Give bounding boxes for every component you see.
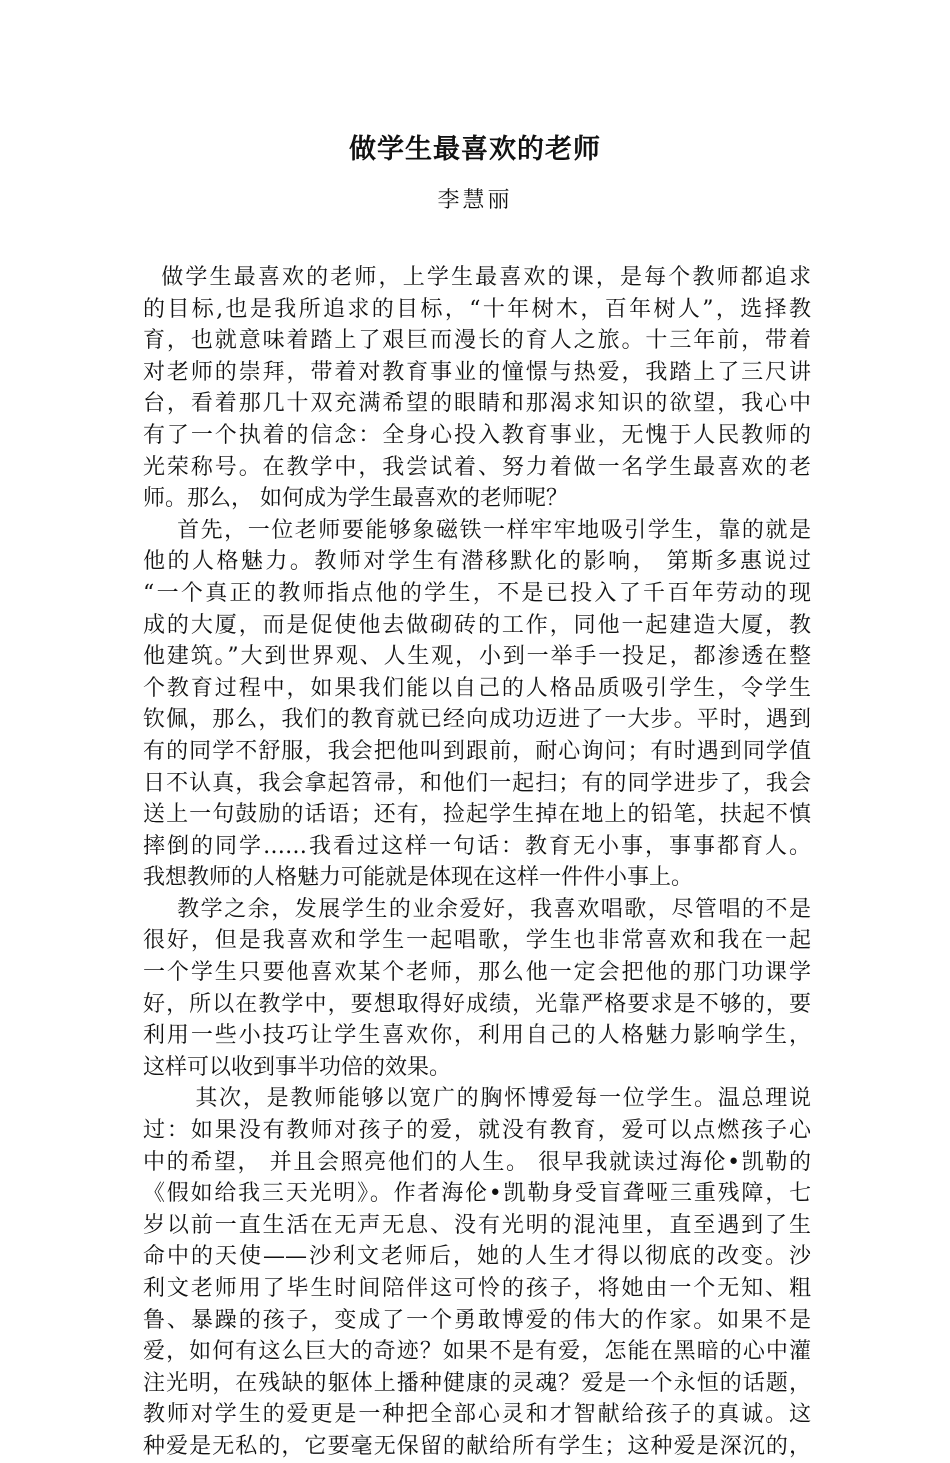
document-author: 李慧丽 (437, 188, 513, 213)
body-line: 摔倒的同学……我看过这样一句话：教育无小事，事事都育人。 (143, 833, 811, 859)
body-line: 爱，如何有这么巨大的奇迹？如果不是有爱，怎能在黑暗的心中灌 (143, 1339, 811, 1365)
body-line: 岁以前一直生活在无声无息、没有光明的混沌里，直至遇到了生 (143, 1212, 811, 1238)
body-line: 种爱是无私的，它要毫无保留的献给所有学生；这种爱是深沉的， (143, 1433, 811, 1459)
body-line: 日不认真，我会拿起笤帚，和他们一起扫；有的同学进步了，我会 (143, 770, 811, 796)
body-line: 的目标,也是我所追求的目标，“十年树木，百年树人”，选择教 (143, 296, 811, 322)
body-line: 我想教师的人格魅力可能就是体现在这样一件件小事上。 (143, 865, 694, 891)
body-line: 做学生最喜欢的老师，上学生最喜欢的课，是每个教师都追求 (143, 265, 811, 290)
body-line: “一个真正的教师指点他的学生，不是已投入了千百年劳动的现 (143, 580, 811, 606)
document-body (143, 262, 811, 1463)
body-line: 钦佩，那么，我们的教育就已经向成功迈进了一大步。平时，遇到 (143, 707, 811, 733)
body-line: 台，看着那几十双充满希望的眼睛和那渴求知识的欲望，我心中 (143, 391, 811, 417)
body-line: 成的大厦，而是促使他去做砌砖的工作，同他一起建造大厦，教 (143, 612, 811, 638)
body-line: 他的人格魅力。教师对学生有潜移默化的影响， 第斯多惠说过 (143, 549, 811, 575)
body-line: 对老师的崇拜，带着对教育事业的憧憬与热爱，我踏上了三尺讲 (143, 359, 811, 385)
body-line: 教师对学生的爱更是一种把全部心灵和才智献给孩子的真诚。这 (143, 1402, 811, 1428)
body-line: 过：如果没有教师对孩子的爱，就没有教育，爱可以点燃孩子心 (143, 1118, 811, 1144)
body-line: 一个学生只要他喜欢某个老师，那么他一定会把他的那门功课学 (143, 960, 811, 986)
body-line: 中的希望， 并且会照亮他们的人生。 很早我就读过海伦•凯勒的 (143, 1149, 811, 1175)
body-line: 利用一些小技巧让学生喜欢你，利用自己的人格魅力影响学生， (143, 1023, 811, 1049)
body-line: 这样可以收到事半功倍的效果。 (143, 1054, 452, 1080)
body-line: 他建筑。”大到世界观、人生观，小到一举手一投足，都渗透在整 (143, 644, 811, 670)
body-line: 命中的天使——沙利文老师后，她的人生才得以彻底的改变。沙 (143, 1244, 811, 1270)
body-line: 有的同学不舒服，我会把他叫到跟前，耐心询问；有时遇到同学值 (143, 738, 811, 764)
body-line: 好，所以在教学中，要想取得好成绩，光靠严格要求是不够的，要 (143, 991, 811, 1017)
body-line: 育，也就意味着踏上了艰巨而漫长的育人之旅。十三年前，带着 (143, 328, 811, 354)
body-line: 鲁、暴躁的孩子，变成了一个勇敢博爱的伟大的作家。如果不是 (143, 1307, 811, 1333)
body-line: 有了一个执着的信念：全身心投入教育事业，无愧于人民教师的 (143, 422, 811, 448)
body-line: 利文老师用了毕生时间陪伴这可怜的孩子，将她由一个无知、粗 (143, 1276, 811, 1301)
body-line: 师。那么， 如何成为学生最喜欢的老师呢？ (143, 486, 568, 512)
body-line: 教学之余，发展学生的业余爱好，我喜欢唱歌，尽管唱的不是 (143, 896, 811, 922)
body-line: 首先，一位老师要能够象磁铁一样牢牢地吸引学生，靠的就是 (143, 517, 811, 543)
body-line: 光荣称号。在教学中，我尝试着、努力着做一名学生最喜欢的老 (143, 454, 811, 480)
document-title: 做学生最喜欢的老师 (349, 134, 601, 165)
body-line: 个教育过程中，如果我们能以自己的人格品质吸引学生，令学生 (143, 675, 811, 701)
body-line: 《假如给我三天光明》。作者海伦•凯勒身受盲聋哑三重残障，七 (143, 1181, 811, 1207)
body-line: 送上一句鼓励的话语；还有，捡起学生掉在地上的铅笔，扶起不慎 (143, 802, 811, 828)
body-line: 注光明，在残缺的躯体上播种健康的灵魂？爱是一个永恒的话题， (143, 1370, 811, 1396)
body-line: 其次，是教师能够以宽广的胸怀博爱每一位学生。温总理说 (143, 1086, 811, 1112)
body-line: 很好，但是我喜欢和学生一起唱歌，学生也非常喜欢和我在一起 (143, 928, 811, 954)
